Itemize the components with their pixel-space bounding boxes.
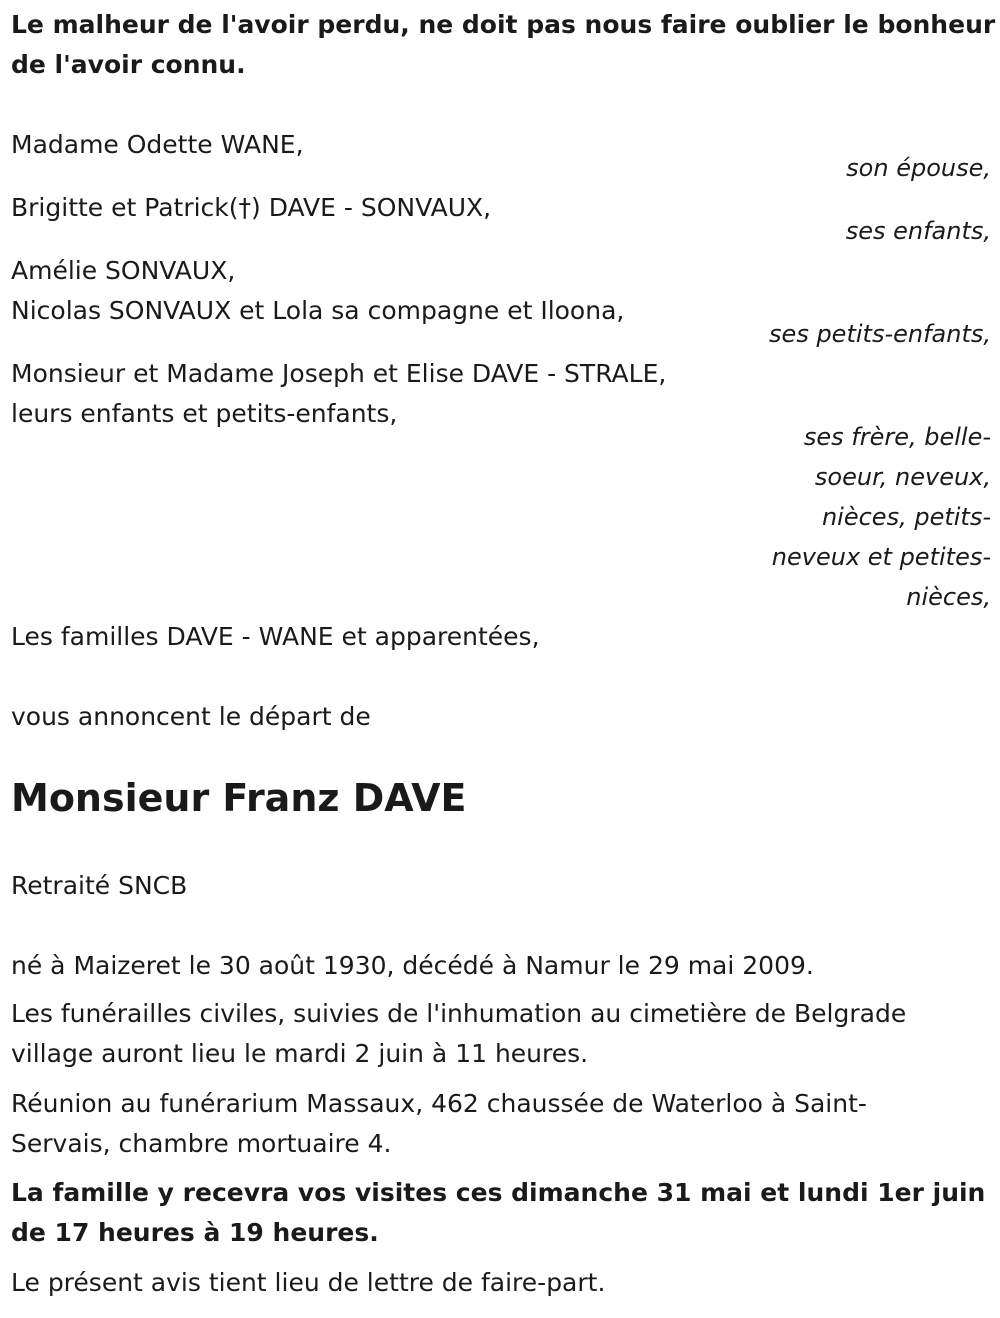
notice-text: Le présent avis tient lieu de lettre de faire-part. (11, 1268, 606, 1297)
funeral-details-line-1: Les funérailles civiles, suivies de l'inhumation au cimetière de Belgrade (11, 999, 907, 1028)
family-children-role: ses enfants, (845, 217, 991, 245)
family-spouse-name: Madame Odette WANE, (11, 130, 304, 159)
announcement-text: vous annoncent le départ de (11, 702, 371, 731)
obituary-notice (11, 0, 996, 1318)
family-siblings-role-line-4: neveux et petites- (771, 543, 991, 571)
opening-quote-line-1: Le malheur de l'avoir perdu, ne doit pas nous faire oublier le bonheur (11, 10, 996, 39)
deceased-name: Monsieur Franz DAVE (11, 776, 467, 820)
family-grandchild-1: Amélie SONVAUX, (11, 256, 236, 285)
visits-details-line-1: La famille y recevra vos visites ces dimanche 31 mai et lundi 1er juin (11, 1178, 986, 1207)
visits-details-line-2: de 17 heures à 19 heures. (11, 1218, 379, 1247)
meeting-details-line-1: Réunion au funérarium Massaux, 462 chaussée de Waterloo à Saint- (11, 1089, 867, 1118)
meeting-details-line-2: Servais, chambre mortuaire 4. (11, 1129, 392, 1158)
family-siblings-role-line-3: nièces, petits- (821, 503, 991, 531)
family-siblings-role-line-1: ses frère, belle- (803, 423, 991, 451)
opening-quote-line-2: de l'avoir connu. (11, 50, 246, 79)
family-grandchildren-role: ses petits-enfants, (769, 320, 991, 348)
funeral-details-line-2: village auront lieu le mardi 2 juin à 11 heures. (11, 1039, 589, 1068)
family-children-name: Brigitte et Patrick(†) DAVE - SONVAUX, (11, 193, 492, 222)
family-grandchild-2: Nicolas SONVAUX et Lola sa compagne et Iloona, (11, 296, 625, 325)
family-related: Les familles DAVE - WANE et apparentées, (11, 622, 540, 651)
family-siblings-role-line-5: nièces, (906, 583, 991, 611)
birth-death-dates: né à Maizeret le 30 août 1930, décédé à Namur le 29 mai 2009. (11, 951, 814, 980)
deceased-occupation: Retraité SNCB (11, 871, 188, 900)
family-siblings-line-2: leurs enfants et petits-enfants, (11, 399, 398, 428)
family-siblings-role-line-2: soeur, neveux, (814, 463, 991, 491)
family-siblings-line-1: Monsieur et Madame Joseph et Elise DAVE - STRALE, (11, 359, 667, 388)
family-spouse-role: son épouse, (846, 154, 991, 182)
